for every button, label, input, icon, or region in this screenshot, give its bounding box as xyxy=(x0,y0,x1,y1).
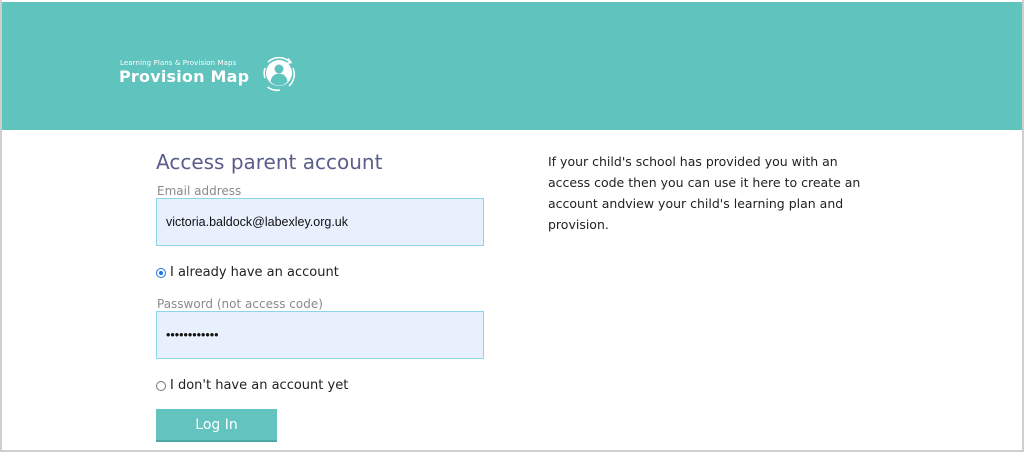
page-title: Access parent account xyxy=(156,150,383,174)
radio-label-no-account[interactable]: I don't have an account yet xyxy=(170,378,349,393)
password-field[interactable] xyxy=(156,311,484,359)
radio-button-unchecked[interactable] xyxy=(156,381,166,391)
person-circle-arrows-icon xyxy=(260,52,298,92)
header-banner xyxy=(2,2,1022,130)
email-field[interactable] xyxy=(156,198,484,246)
logo-tagline: Learning Plans & Provision Maps xyxy=(120,59,237,67)
info-text: If your child's school has provided you with an access code then you can use it here to create an account andview your child's learning plan and provision. xyxy=(548,154,861,232)
email-label: Email address xyxy=(157,184,242,198)
radio-label-has-account[interactable]: I already have an account xyxy=(170,265,339,280)
password-label: Password (not access code) xyxy=(157,297,323,311)
radio-option-has-account[interactable] xyxy=(156,265,339,280)
radio-button-checked[interactable] xyxy=(156,268,166,278)
login-button[interactable]: Log In xyxy=(156,409,277,442)
logo-brand-name: Provision Map xyxy=(119,67,250,86)
radio-option-no-account[interactable] xyxy=(156,378,348,393)
